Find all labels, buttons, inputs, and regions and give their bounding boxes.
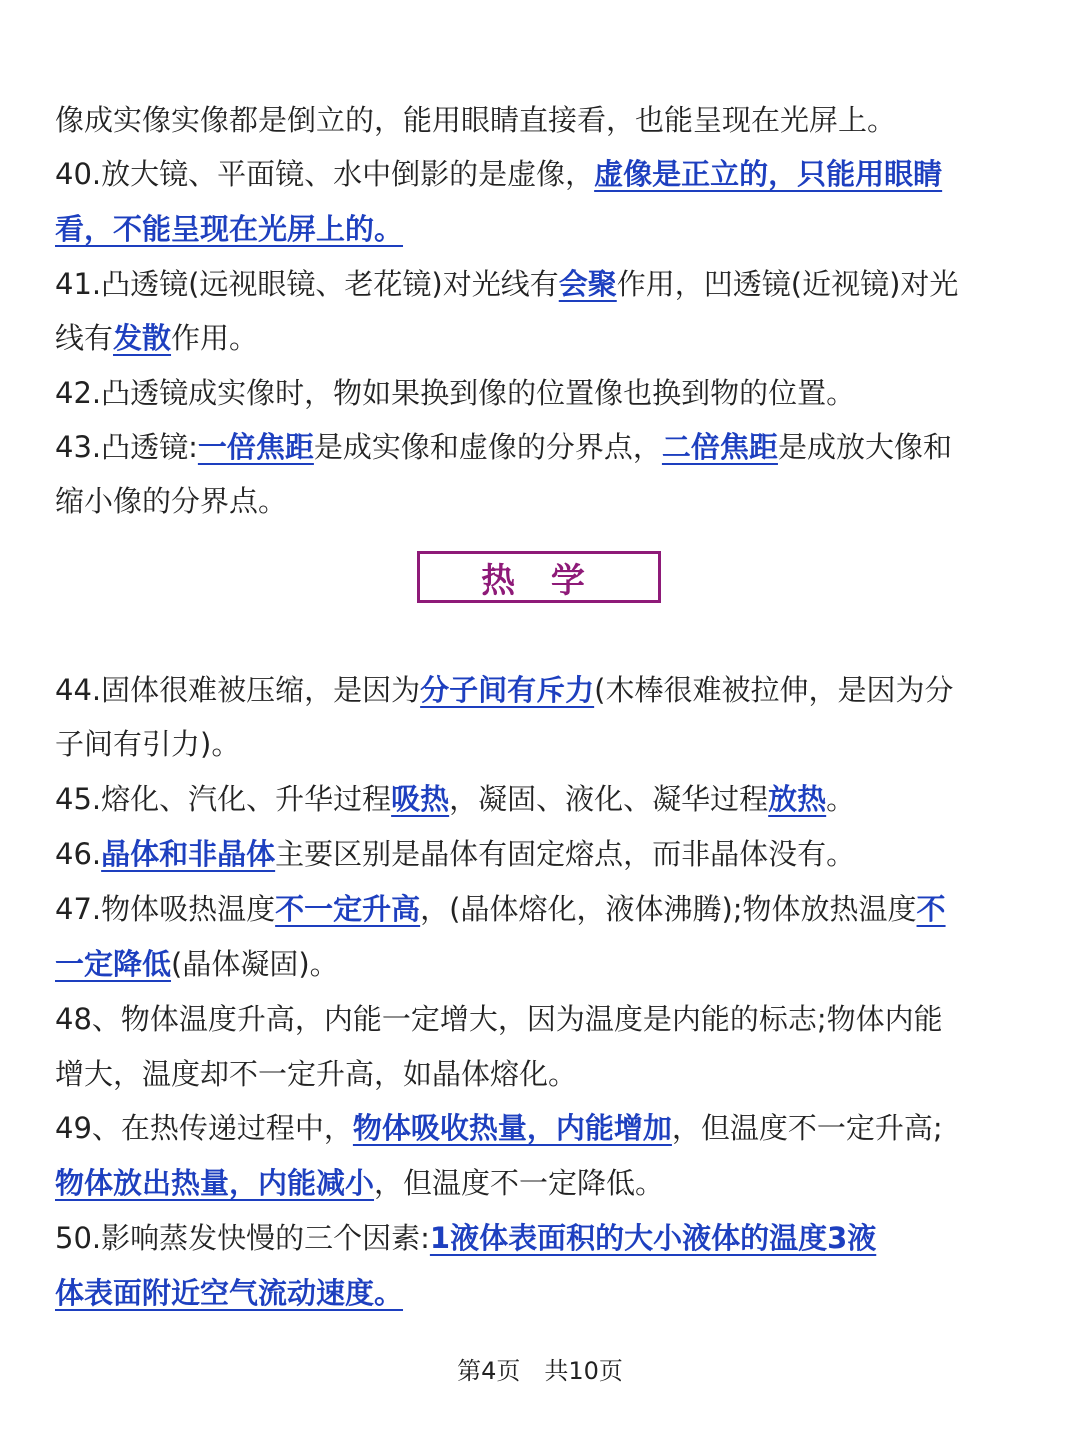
highlight-text: 会聚 [558,267,617,301]
item-42-line: 42.凸透镜成实像时，物如果换到像的位置像也换到物的位置。 [55,376,856,410]
item-46-line: 46.晶体和非晶体主要区别是晶体有固定熔点，而非晶体没有。 [55,837,856,871]
item-48-line-2: 增大，温度却不一定升高，如晶体熔化。 [55,1057,578,1091]
highlight-text: 体表面附近空气流动速度。 [55,1276,404,1310]
highlight-text: 不 [916,892,946,926]
item-44-line-1: 44.固体很难被压缩，是因为分子间有斥力(木棒很难被拉伸，是因为分 [55,673,954,707]
item-40-line-2 [55,209,1035,249]
highlight-text: 看，不能呈现在光屏上的。 [55,212,404,246]
highlight-text: 不一定升高 [275,892,421,926]
highlight-text: 二倍焦距 [661,430,778,464]
page-total: 共10页 [544,1357,623,1385]
page-footer [0,1353,1080,1389]
item-40-line-1: 40.放大镜、平面镜、水中倒影的是虚像，虚像是正立的，只能用眼睛 [55,157,943,191]
highlight-text: 1液体表面积的大小液体的温度3液 [429,1221,877,1255]
item-41-line-2: 线有发散作用。 [55,321,259,355]
highlight-text: 放热 [768,782,827,816]
section-title: 热 学 [481,560,597,601]
item-48-line-1: 48、物体温度升高，内能一定增大，因为温度是内能的标志;物体内能 [55,1002,943,1036]
item-41-line-1: 41.凸透镜(远视眼镜、老花镜)对光线有会聚作用，凹透镜(近视镜)对光 [55,267,959,301]
section-title-box [417,551,661,603]
item-47-line-1: 47.物体吸热温度不一定升高，(晶体熔化，液体沸腾);物体放热温度不 [55,892,946,926]
item-50-line-1: 50.影响蒸发快慢的三个因素:1液体表面积的大小液体的温度3液 [55,1221,877,1255]
highlight-text: 虚像是正立的，只能用眼睛 [594,157,943,191]
item-44-line-2: 子间有引力)。 [55,727,241,761]
item-43-line-1: 43.凸透镜:一倍焦距是成实像和虚像的分界点，二倍焦距是成放大像和 [55,430,952,464]
item-47-line-2: 一定降低(晶体凝固)。 [55,947,339,981]
item-49-line-2: 物体放出热量，内能减小，但温度不一定降低。 [55,1166,665,1200]
highlight-text: 一定降低 [55,947,172,981]
highlight-text: 分子间有斥力 [420,673,595,707]
highlight-text: 晶体和非晶体 [101,837,276,871]
item-43-line-2: 缩小像的分界点。 [55,484,288,518]
highlight-text: 发散 [113,321,172,355]
item-45-line: 45.熔化、汽化、升华过程吸热，凝固、液化、凝华过程放热。 [55,782,856,816]
text-line: 像成实像实像都是倒立的，能用眼睛直接看，也能呈现在光屏上。 [55,103,897,137]
page-number: 第4页 [457,1357,521,1385]
highlight-text: 物体吸收热量，内能增加 [352,1111,672,1145]
highlight-text: 物体放出热量，内能减小 [55,1166,375,1200]
highlight-text: 一倍焦距 [197,430,314,464]
item-50-line-2 [55,1273,1035,1313]
highlight-text: 吸热 [391,782,450,816]
item-49-line-1: 49、在热传递过程中，物体吸收热量，内能增加，但温度不一定升高; [55,1111,943,1145]
